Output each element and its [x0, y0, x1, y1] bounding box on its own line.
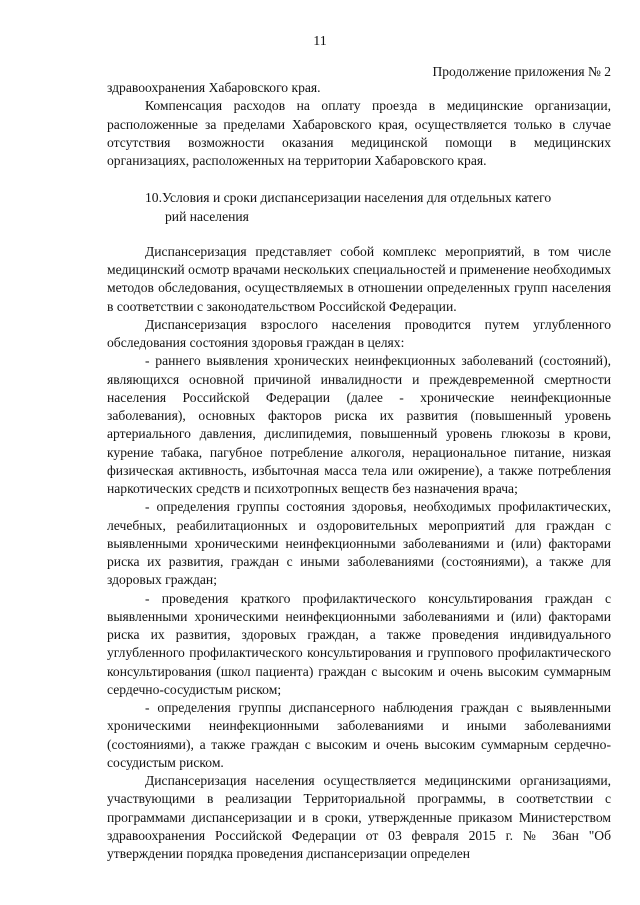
- paragraph-continuation: здравоохранения Хабаровского края.: [107, 80, 321, 95]
- section-heading-line-2: рий населения: [165, 208, 249, 224]
- list-item-early-detection: - раннего выявления хронических неинфекционных заболеваний (состояний), являющихся основной причиной инвалидности и преждевременной смертности населения Российской Федерации (далее - хронические неинфекционные заболевания), основных факторов риска их развития (повышенный уровень артериального давления, дислипидемия, повышенный уровень глюкозы в крови, курение табака, пагубное потребление алкоголя, нерациональное питание, низкая физическая активность, избыточная масса тела или ожирение), а также потребления наркотических средств и психотропных веществ без назначения врача;: [107, 353, 611, 496]
- paragraph-travel-compensation: Компенсация расходов на оплату проезда в медицинские организации, расположенные за пределами Хабаровского края, осуществляется только в случае отсутствия возможности оказания медицинской помощи в медицинских организациях, расположенных на территории Хабаровского края.: [107, 98, 611, 168]
- list-item-brief-counseling: - проведения краткого профилактического консультирования граждан с выявленными хроническими неинфекционными заболеваниями и (или) факторами риска их развития, здоровых граждан, а также проведения индивидуального углубленного профилактического консультирования и группового профилактического консультирования (школ пациента) граждан с высоким и очень высоким суммарным сердечно-сосудистым риском;: [107, 590, 611, 697]
- list-item-observation-group: - определения группы диспансерного наблюдения граждан с выявленными хроническими неинфекционными заболеваниями и иными заболеваниями (состояниями), а также граждан с высоким и очень высоким суммарным сердечно-сосудистым риском.: [107, 700, 611, 770]
- paragraph-dispensary-definition: Диспансеризация представляет собой комплекс мероприятий, в том числе медицинский осмотр врачами нескольких специальностей и применение необходимых методов обследования, осуществляемых в отношении определенных групп населения в соответствии с законодательством Российской Федерации.: [107, 243, 611, 314]
- page-number: 11: [313, 34, 327, 49]
- appendix-continuation-note: Продолжение приложения № 2: [432, 64, 611, 79]
- section-heading-10: [107, 189, 611, 226]
- list-item-health-group: - определения группы состояния здоровья, необходимых профилактических, лечебных, реабилитационных и оздоровительных мероприятий для граждан с выявленными хроническими неинфекционными заболеваниями и (или) факторами риска их развития, граждан с иными заболеваниями (состояниями), а также для здоровых граждан;: [107, 499, 611, 588]
- paragraph-dispensary-organizations: Диспансеризация населения осуществляется медицинскими организациями, участвующими в реализации Территориальной программы, в соответствии с программами диспансеризации и в сроки, утвержденные приказом Министерством здравоохранения Российской Федерации от 03 февраля 2015 г. № 36ан "Об утверждении порядка проведения диспансеризации определен: [107, 773, 611, 861]
- section-heading-line-1: 10.Условия и сроки диспансеризации населения для отдельных катего: [145, 190, 552, 206]
- paragraph-adult-dispensary: Диспансеризация взрослого населения проводится путем углубленного обследования состояния здоровья граждан в целях:: [107, 316, 611, 350]
- document-body: [107, 79, 611, 863]
